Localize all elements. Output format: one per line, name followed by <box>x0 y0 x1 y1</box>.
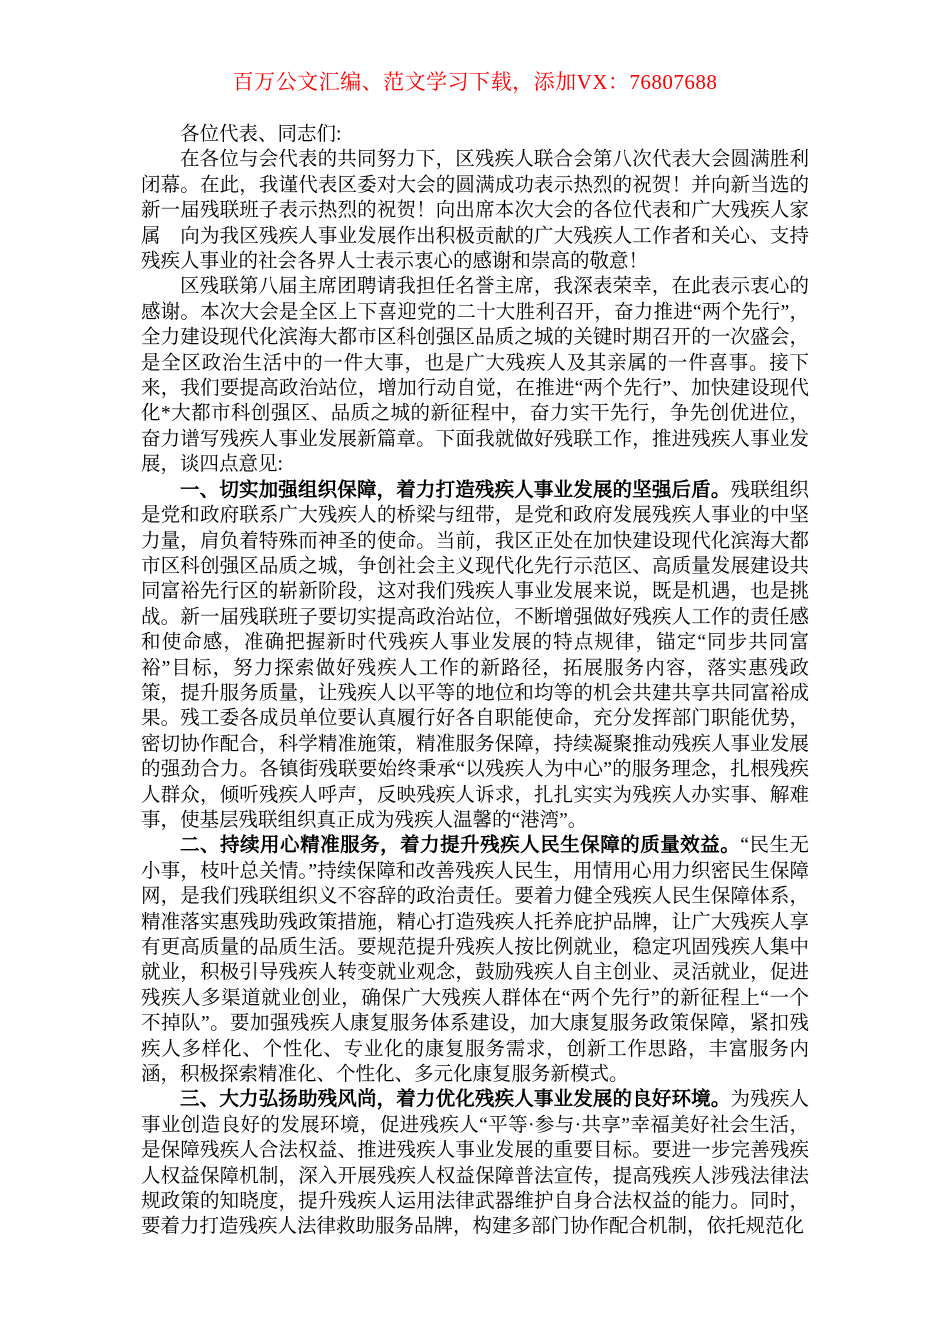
section-heading-3: 三、大力弘扬助残风尚，着力优化残疾人事业发展的良好环境。 <box>180 1089 731 1111</box>
salutation: 各位代表、同志们: <box>180 124 342 145</box>
paragraph-text: 残联组织是党和政府联系广大残疾人的桥梁与纽带，是党和政府发展残疾人事业的中坚力量，肩负着特殊而神圣的使命。当前，我区正处在加快建设现代化滨海大都市区科创强区品质之城，争创社会主义现代化先行示范区、高质量发展建设共同富裕先行区的崭新阶段，这对我们残疾人事业发展来说，既是机遇，也是挑战。新一届残联班子要切实提高政治站位，不断增强做好残疾人工作的责任感和使命感，准确把握新时代残疾人事业发展的特点规律，锚定“同步共同富裕”目标，努力探索做好残疾人工作的新路径，拓展服务内容，落实惠残政策，提升服务质量，让残疾人以平等的地位和均等的机会共建共享共同富裕成果。残工委各成员单位要认真履行好各自职能使命，充分发挥部门职能优势，密切协作配合，科学精准施策，精准服务保障，持续凝聚推动残疾人事业发展的强劲合力。各镇街残联要始终秉承“以残疾人为中心”的服务理念，扎根残疾人群众，倾听残疾人呼声，反映残疾人诉求，扎扎实实为残疾人办实事、解难事，使基层残联组织真正成为残疾人温馨的“港湾”。 <box>141 479 809 831</box>
paragraph <box>141 274 809 477</box>
section-heading-2: 二、持续用心精准服务，着力提升残疾人民生保障的质量效益。 <box>180 835 741 857</box>
paragraph <box>141 478 809 834</box>
document-body <box>141 122 809 1240</box>
paragraph-text: 区残联第八届主席团聘请我担任名誉主席，我深表荣幸，在此表示衷心的感谢。本次大会是全区上下喜迎党的二十大胜利召开，奋力推进“两个先行”，全力建设现代化滨海大都市区科创强区品质之城的关键时期召开的一次盛会，是全区政治生活中的一件大事，也是广大残疾人及其亲属的一件喜事。接下来，我们要提高政治站位，增加行动自觉，在推进“两个先行”、加快建设现代化*大都市科创强区、品质之城的新征程中，奋力实干先行，争先创优进位，奋力谱写残疾人事业发展新篇章。下面我就做好残联工作，推进残疾人事业发展，谈四点意见: <box>141 276 809 476</box>
promo-banner: 百万公文汇编、范文学习下载，添加VX：76807688 <box>232 70 718 94</box>
paragraph-text: 在各位与会代表的共同努力下，区残疾人联合会第八次代表大会圆满胜利闭幕。在此，我谨代表区委对大会的圆满成功表示热烈的祝贺！并向新当选的新一届残联班子表示热烈的祝贺！向出席本次大会的各位代表和广大残疾人家属 向为我区残疾人事业发展作出积极贡献的广大残疾人工作者和关心、支持残疾人事业的社会各界人士表示衷心的感谢和崇高的敬意！ <box>141 149 809 273</box>
section-heading-1: 一、切实加强组织保障，着力打造残疾人事业发展的坚强后盾。 <box>180 479 731 501</box>
paragraph-text: “民生无小事，枝叶总关情。”持续保障和改善残疾人民生，用情用心用力织密民生保障网，是我们残联组织义不容辞的政治责任。要着力健全残疾人民生保障体系，精准落实惠残助残政策措施，精心打造残疾人托养庇护品牌，让广大残疾人享有更高质量的品质生活。要规范提升残疾人按比例就业，稳定巩固残疾人集中就业，积极引导残疾人转变就业观念，鼓励残疾人自主创业、灵活就业，促进残疾人多渠道就业创业，确保广大残疾人群体在“两个先行”的新征程上“一个不掉队”。要加强残疾人康复服务体系建设，加大康复服务政策保障，紧扣残疾人多样化、个性化、专业化的康复服务需求，创新工作思路，丰富服务内涵，积极探索精准化、个性化、多元化康复服务新模式。 <box>141 835 809 1086</box>
paragraph <box>141 833 809 1087</box>
paragraph <box>141 1087 809 1239</box>
paragraph <box>141 147 809 274</box>
paragraph-text: 为残疾人事业创造良好的发展环境，促进残疾人“平等·参与·共享”幸福美好社会生活，是保障残疾人合法权益、推进残疾人事业发展的重要目标。要进一步完善残疾人权益保障机制，深入开展残疾人权益保障普法宣传，提高残疾人涉残法律法规政策的知晓度，提升残疾人运用法律武器维护自身合法权益的能力。同时，要着力打造残疾人法律救助服务品牌，构建多部门协作配合机制，依托规范化 <box>141 1089 809 1238</box>
